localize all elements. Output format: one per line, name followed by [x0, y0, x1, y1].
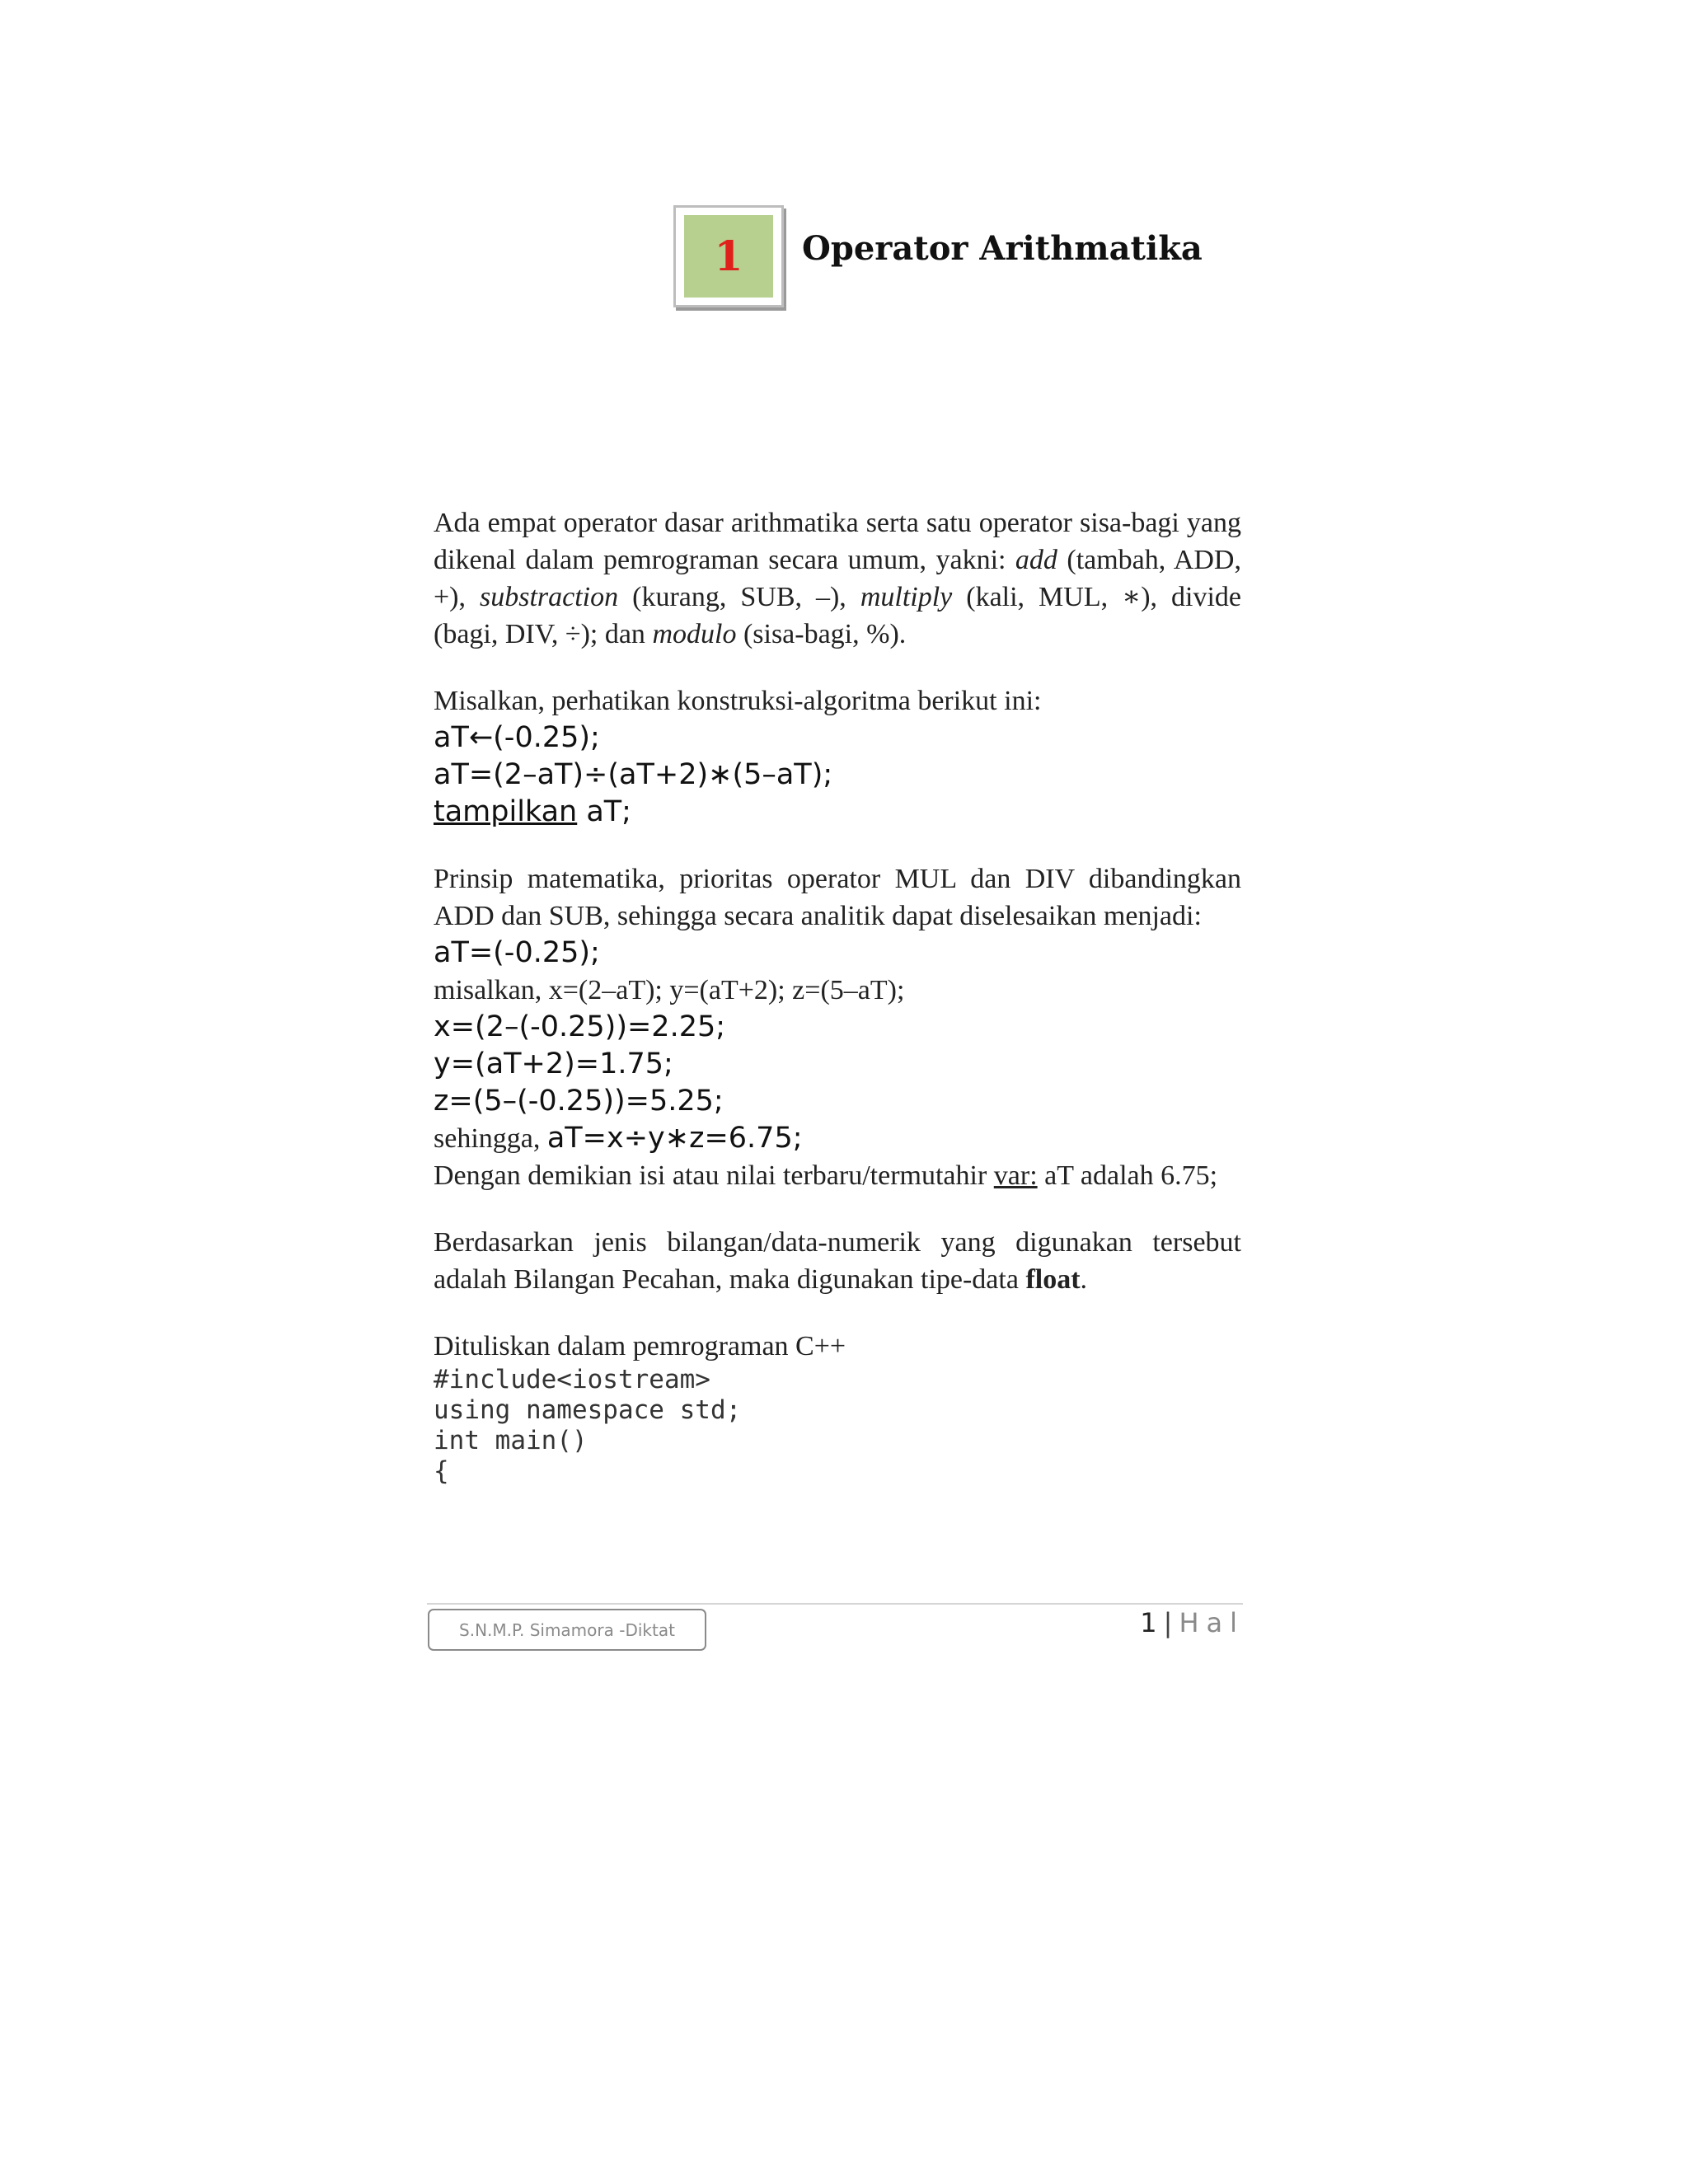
- algorithm-line-3: tampilkan aT;: [434, 795, 631, 828]
- code-line-2: using namespace std;: [434, 1395, 742, 1425]
- code-line-4: {: [434, 1456, 449, 1486]
- page-label: Hal: [1179, 1607, 1245, 1638]
- intro-paragraph: Ada empat operator dasar arithmatika serta satu operator sisa-bagi yang dikenal dalam pemrograman secara umum, yakni: add (tambah, ADD, +), substraction (kurang, SUB, –), multiply (kali, MUL, ∗), divide (bagi, DIV, ÷); dan modulo (sisa-bagi, %).: [434, 508, 1242, 649]
- code-line-1: #include<iostream>: [434, 1365, 710, 1394]
- calc-line-x: x=(2–(-0.25))=2.25;: [434, 1010, 726, 1043]
- sehingga-line: sehingga, aT=x÷y∗z=6.75;: [434, 1122, 803, 1155]
- algorithm-line-2: aT=(2–aT)÷(aT+2)∗(5–aT);: [434, 758, 833, 791]
- chapter-number: 1: [714, 232, 743, 280]
- chapter-number-box: [673, 205, 784, 307]
- calc-line-y: y=(aT+2)=1.75;: [434, 1047, 673, 1080]
- principle-paragraph: Prinsip matematika, prioritas operator MUL dan DIV dibandingkan ADD dan SUB, sehingga secara analitik dapat diselesaikan menjadi:: [434, 864, 1241, 931]
- term-add: add: [1015, 545, 1057, 575]
- footer-page-number: [1121, 1605, 1245, 1640]
- calc-line-1: aT=(-0.25);: [434, 936, 600, 969]
- footer-author-box: S.N.M.P. Simamora -Diktat: [428, 1609, 706, 1651]
- var-keyword: var:: [993, 1160, 1038, 1191]
- term-multiply: multiply: [860, 582, 953, 612]
- term-substraction: substraction: [480, 582, 619, 612]
- algorithm-line-1: aT←(-0.25);: [434, 721, 600, 754]
- cpp-intro: Dituliskan dalam pemrograman C++: [434, 1331, 846, 1361]
- page-content: [434, 504, 1241, 1487]
- term-modulo: modulo: [652, 619, 737, 649]
- page-number: 1: [1140, 1607, 1157, 1638]
- calc-line-z: z=(5–(-0.25))=5.25;: [434, 1085, 724, 1118]
- algorithm-intro: Misalkan, perhatikan konstruksi-algoritma berikut ini:: [434, 686, 1042, 716]
- float-keyword: float: [1025, 1264, 1081, 1295]
- chapter-number-fill: [684, 215, 773, 298]
- conclusion-line: Dengan demikian isi atau nilai terbaru/termutahir var: aT adalah 6.75;: [434, 1160, 1218, 1191]
- footer-divider: [427, 1603, 1243, 1605]
- final-expression: aT=x÷y∗z=6.75;: [546, 1122, 803, 1155]
- code-line-3: int main(): [434, 1426, 588, 1455]
- misalkan-line: misalkan, x=(2–aT); y=(aT+2); z=(5–aT);: [434, 975, 905, 1005]
- keyword-tampilkan: tampilkan: [434, 795, 578, 828]
- datatype-paragraph: Berdasarkan jenis bilangan/data-numerik yang digunakan tersebut adalah Bilangan Pecahan, maka digunakan tipe-data float.: [434, 1227, 1241, 1295]
- page-separator: |: [1163, 1607, 1173, 1638]
- chapter-title: Operator Arithmatika: [802, 229, 1203, 268]
